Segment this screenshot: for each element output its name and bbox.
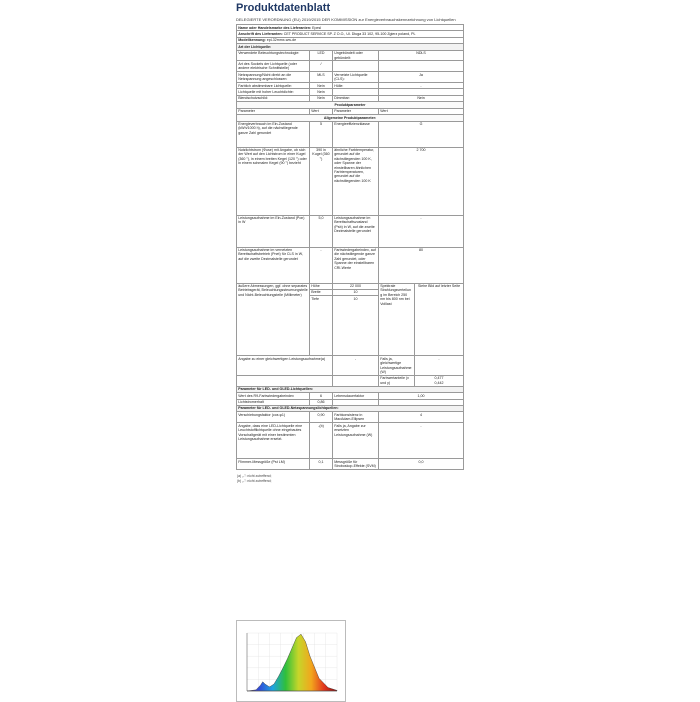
column-header: Parameter [237, 108, 310, 114]
param-value: - [415, 356, 464, 376]
param-value: LED [310, 50, 333, 61]
param-value [379, 61, 464, 72]
param-label: Hülle: [333, 83, 379, 89]
param-label: Angabe, dass eine LED-Lichtquelle eine Leuchtstofflichtquelle ohne eingebautes Vorschaltgerät mit einer bestimmten Leistungsaufnahme ersetzt. [237, 423, 310, 459]
table-row [237, 72, 464, 83]
footnote: (b) „-": nicht zutreffend; [237, 479, 272, 483]
model-id-label: Modellkennung: [238, 38, 266, 43]
table-row [237, 459, 464, 470]
param-label: Lebensdauerfaktor [333, 393, 379, 399]
param-label: Netzspannung/Nicht direkt an die Netzspannung angeschlossen: [237, 72, 310, 83]
param-label: ähnliche Farbtemperatur, gerundet auf die nächstliegenden 100 K, oder Spanne der einstellbaren ähnlichen Farbtemperaturen, gerundet auf die nächstliegenden 100 K [333, 147, 379, 215]
table-row [237, 121, 464, 147]
param-value: - [333, 356, 379, 376]
table-row [237, 375, 464, 386]
param-value [333, 375, 379, 386]
param-value: Nein [310, 83, 333, 89]
param-value: 0,90 [310, 412, 333, 423]
param-value: MLS [310, 72, 333, 83]
param-value: - [310, 247, 333, 283]
param-label: Verschiebungsfaktor (cos φ1) [237, 412, 310, 423]
supplier-address-value: CET PRODUCT SERVICE SP. Z O.O., Ul. Dluga 33 102, 95-100 Zgierz poland, PL [283, 31, 416, 36]
table-row [237, 147, 464, 215]
supplier-address-label: Anschrift des Lieferanten: [238, 31, 283, 36]
param-value: / [310, 61, 333, 72]
param-value: - [379, 83, 464, 89]
spectral-distribution-chart [236, 620, 346, 702]
param-label: Leistungsaufnahme im Bereitschaftszustand (Psb) in W, auf die zweite Dezimalstelle gerundet [333, 215, 379, 247]
param-label: Energieeffizienzklasse [333, 121, 379, 147]
param-label: Vernetzte Lichtquelle (CLS): [333, 72, 379, 83]
table-row [237, 423, 464, 459]
param-value: 6 [310, 393, 333, 399]
param-label: Leistungsaufnahme im Ein-Zustand (Pon) in W [237, 215, 310, 247]
footnote: (a) „-": nicht zutreffend; [237, 474, 272, 478]
param-label: Nutzlichtstrom (Φuse) mit Angabe, ob sich der Wert auf den Lichtstrom in einer Kugel (360 °), in einem breiten Kegel (120 °) oder in einem schmalen Kegel (90 °) bezieht [237, 147, 310, 215]
param-label: Farbwertanteile (x und y) [379, 375, 415, 386]
param-value: 0,477 0,442 [415, 375, 464, 386]
param-label: Verwendete Beleuchtungstechnologie: [237, 50, 310, 61]
param-value: -(b) [310, 423, 333, 459]
column-header: Wert [310, 108, 333, 114]
param-value: NDLS [379, 50, 464, 61]
param-value: 80 [379, 247, 464, 283]
param-value: 5 [310, 121, 333, 147]
dimensions-label: äußere Abmessungen, ggf. ohne separates Betriebsgerät, Beleuchtungssteuerungsteile und Nicht-Beleuchtungsteile (Millimeter) [237, 283, 310, 356]
param-value: G [379, 121, 464, 147]
param-value: - [379, 215, 464, 247]
table-row [237, 50, 464, 61]
param-label: Ungebündelt oder gebündelt: [333, 50, 379, 61]
section-led-parameters: Parameter für LED- und OLED-Lichtquellen: [237, 386, 464, 392]
param-label: Wert des R9-Farbwiedergabeindex [237, 393, 310, 399]
table-row [237, 247, 464, 283]
param-value: Nein [310, 95, 333, 101]
column-header: Wert [379, 108, 464, 114]
param-value: 2 700 [379, 147, 464, 215]
dimension-name: Höhe [310, 283, 333, 289]
table-row [237, 215, 464, 247]
dimension-value: 10 [333, 289, 379, 295]
model-id-value: epl-32mmx-ww-de [266, 38, 297, 43]
supplier-name-label: Name oder Handelsmarke des Lieferanten: [238, 25, 312, 30]
table-row [237, 61, 464, 72]
page-title: Produktdatenblatt [236, 2, 331, 14]
param-value: 0,1 [310, 459, 333, 470]
param-value: 4 [379, 412, 464, 423]
param-value: 0,86 [310, 399, 333, 405]
param-label: Farbwiedergabeindex, auf die nächstliegende ganze Zahl gerundet, oder Spanne der einstellbaren CRI-Werte [333, 247, 379, 283]
param-label [333, 61, 379, 72]
param-value: 0,0 [379, 459, 464, 470]
param-value: Ja [379, 72, 464, 83]
dimension-value: 10 [333, 296, 379, 356]
param-label [237, 375, 333, 386]
param-label: Dimmbar: [333, 95, 379, 101]
param-label: Falls ja, gleichwertige Leistungsaufnahme (W) [379, 356, 415, 376]
param-value: 390 in Kugel (360 °) [310, 147, 333, 215]
section-light-source-type: Art der Lichtquelle: [237, 44, 464, 50]
column-header: Parameter [333, 108, 379, 114]
param-value: Siehe Bild auf letzter Seite [415, 283, 464, 356]
param-value: Nein [379, 95, 464, 101]
param-label: Lichtquelle mit hoher Leuchtdichte: [237, 89, 310, 95]
spectrum-svg [237, 621, 345, 701]
param-label: Messgröße für Stroboskop-Effekte (SVM) [333, 459, 379, 470]
param-label: Blendschutzschild: [237, 95, 310, 101]
param-label: Farbkonsistenz in MacAdam-Ellipsen [333, 412, 379, 423]
param-label: Energieverbrauch im Ein-Zustand (kWh/1000 h), auf die nächstliegende ganze Zahl gerundet [237, 121, 310, 147]
param-label: Falls ja, Angabe zur ersetzten Leistungsaufnahme (W) [333, 423, 379, 459]
supplier-name-value: Epesl [312, 25, 322, 30]
datasheet-table [236, 24, 464, 470]
dimension-name: Breite [310, 289, 333, 295]
dimension-name: Tiefe [310, 296, 333, 356]
dimension-value: 22 000 [333, 283, 379, 289]
section-product-parameters: Produktparameter [237, 102, 464, 108]
param-label: Farblich abstimmbare Lichtquelle: [237, 83, 310, 89]
param-value: 5,0 [310, 215, 333, 247]
datasheet [236, 0, 463, 484]
param-label: Leistungsaufnahme im vernetzten Bereitschaftsbetrieb (Pnet) für CLS in W, auf die zweite Dezimalstelle gerundet [237, 247, 310, 283]
section-general-parameters: Allgemeine Produktparameter: [237, 115, 464, 121]
table-row [237, 412, 464, 423]
param-label: Angabe zu einer gleichwertigen Leistungsaufnahme(a) [237, 356, 333, 376]
table-row [237, 356, 464, 376]
param-label: Lichtstromerhalt [237, 399, 310, 405]
regulation-intro: DELEGIERTE VERORDNUNG (EU) 2019/2015 DER KOMMISSION zur Energieverbrauchskennzeichnung von Lichtquellen [236, 17, 456, 22]
param-value: 1,00 [379, 393, 464, 399]
section-mains-parameters: Parameter für LED- und OLED-Netzspannungslichtquellen: [237, 405, 464, 411]
param-value: - [379, 423, 464, 459]
param-label: Flimmer-Messgröße (Pst LM) [237, 459, 310, 470]
param-value: Nein [310, 89, 333, 95]
param-label: Spektrale Strahlungsverteilung im Bereich 250 nm bis 800 nm bei Volllast [379, 283, 415, 356]
param-label: Art des Sockels der Lichtquelle (oder andere elektrische Schnittstelle) [237, 61, 310, 72]
footnotes [236, 474, 463, 484]
